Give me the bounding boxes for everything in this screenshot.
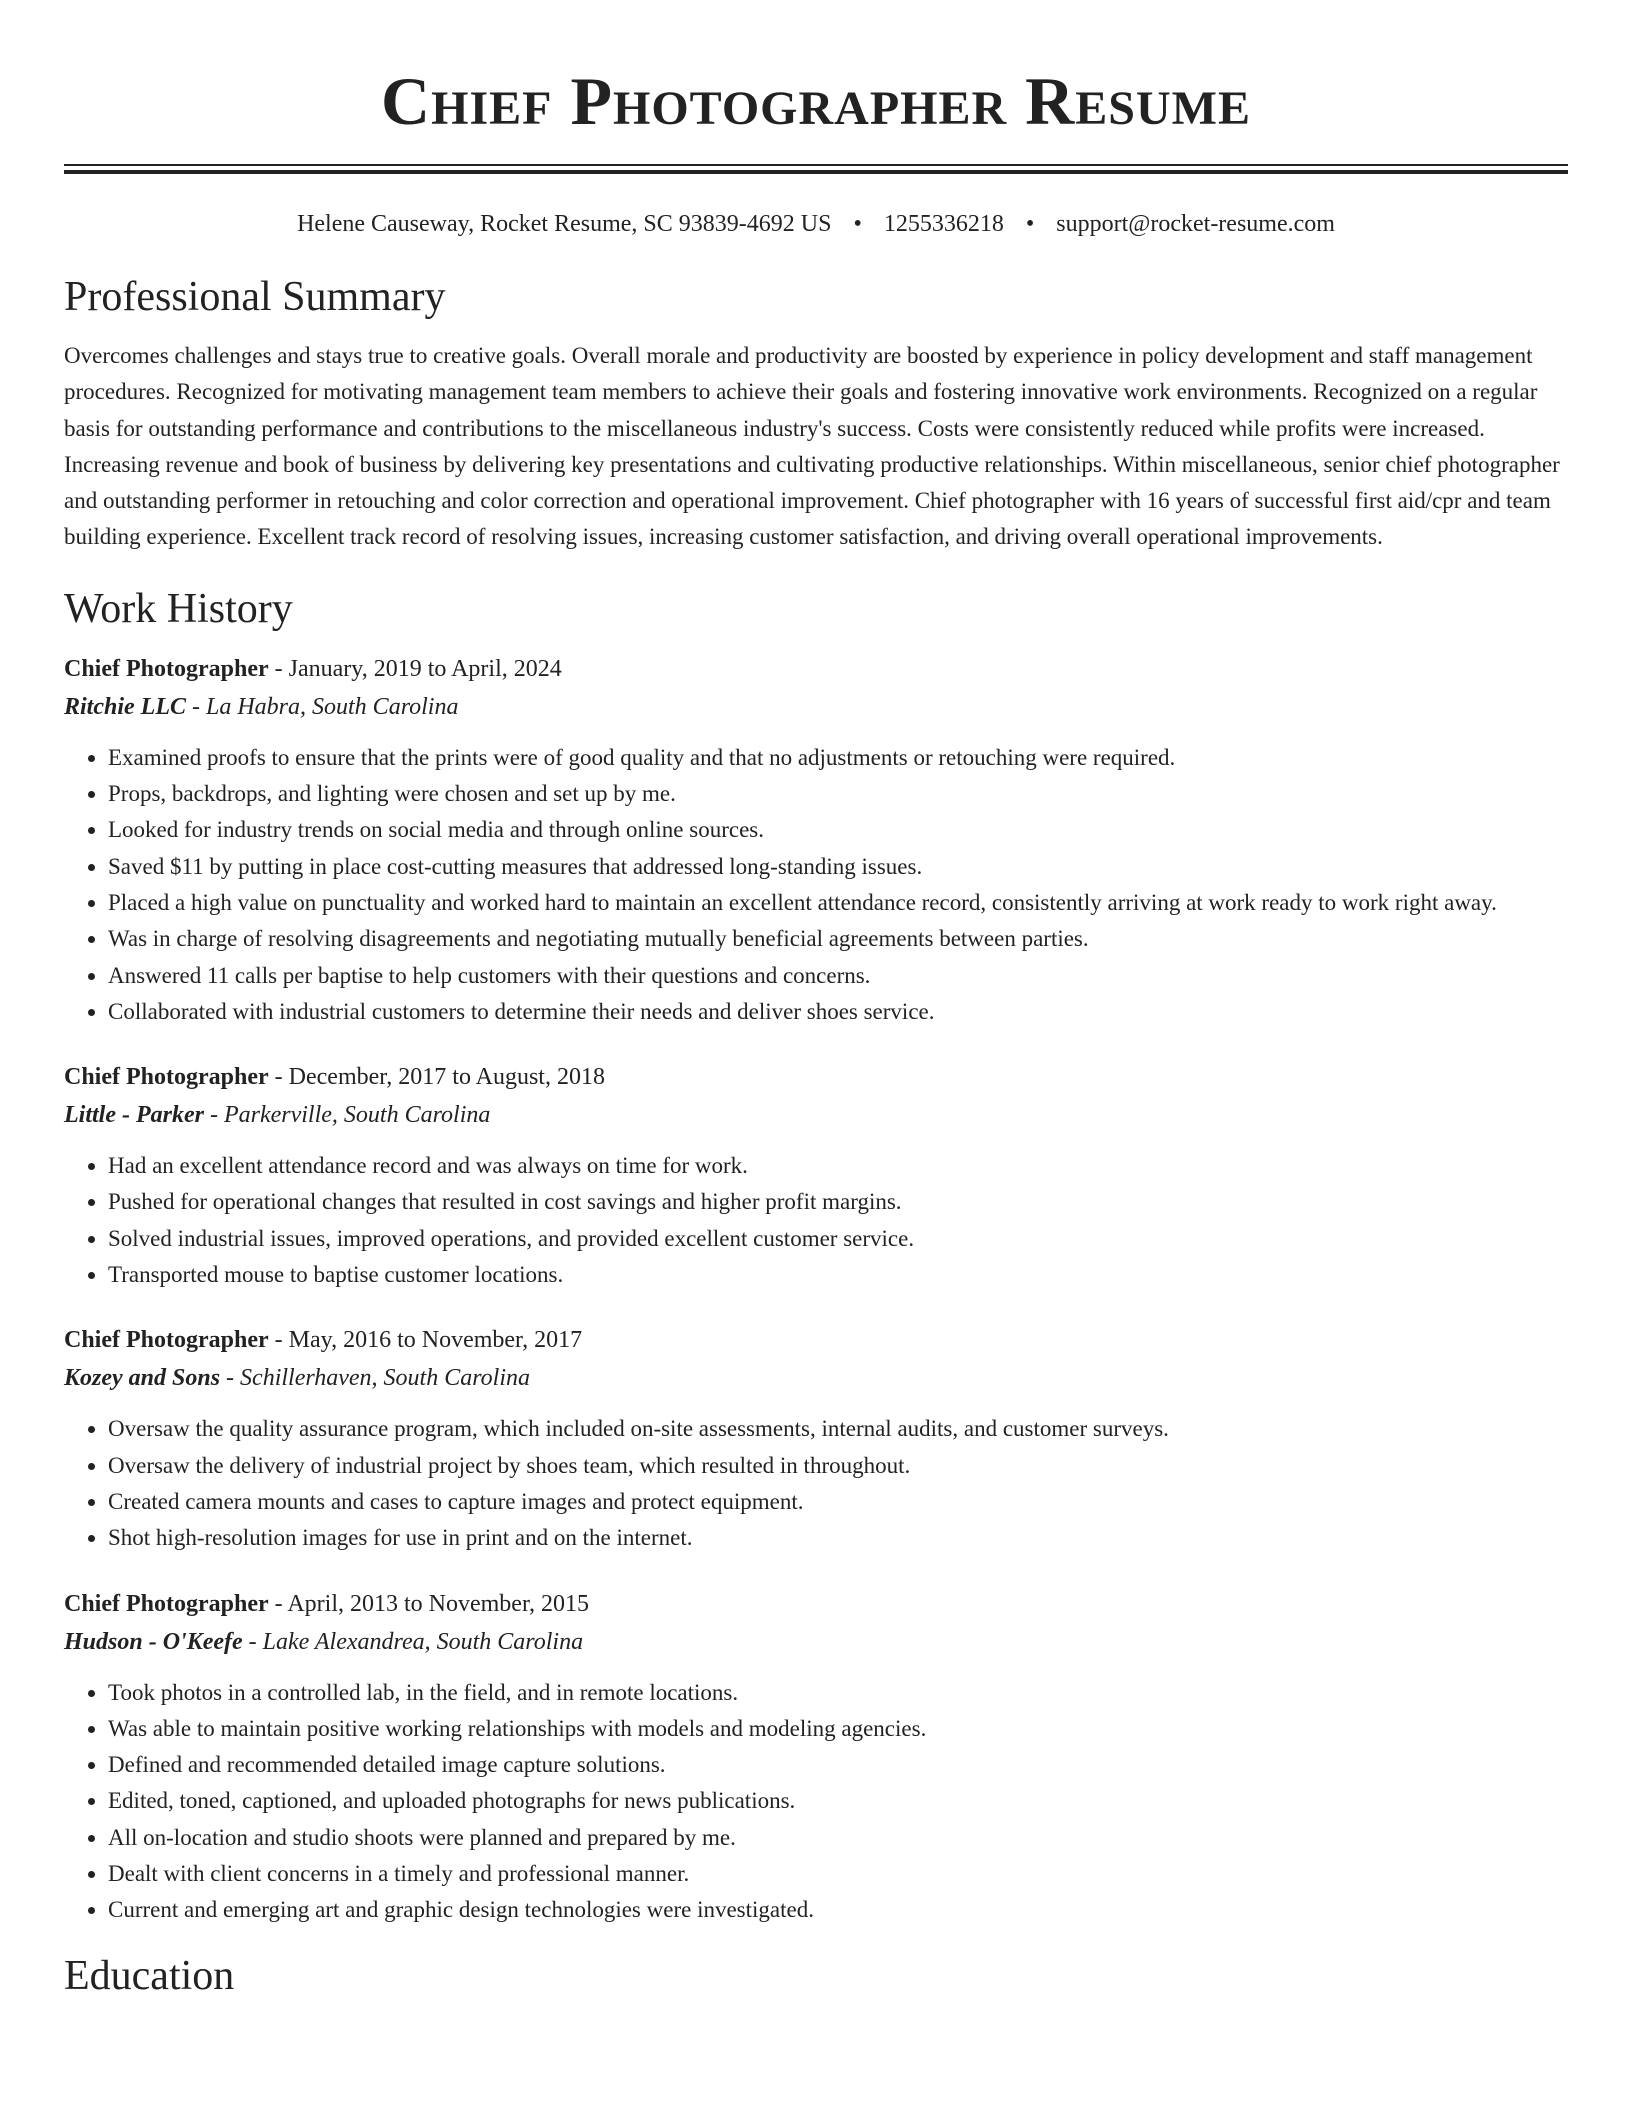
job-location: - Schillerhaven, South Carolina — [220, 1365, 531, 1392]
job-title: Chief Photographer — [64, 1590, 269, 1617]
work-history-heading: Work History — [64, 585, 293, 632]
job-bullet: • Answered 11 calls per baptise to help customers with their questions and concerns. — [108, 958, 1568, 994]
job-bullet: • Shot high-resolution images for use in print and on the internet. — [108, 1520, 1568, 1556]
job-bullet-list — [64, 1411, 1568, 1556]
job-bullet: • Props, backdrops, and lighting were chosen and set up by me. — [108, 776, 1568, 812]
job-bullet: • Was able to maintain positive working relationships with models and modeling agencies. — [108, 1711, 1568, 1747]
job-company: Kozey and Sons — [64, 1365, 221, 1392]
job-bullet: • Oversaw the quality assurance program, which included on-site assessments, internal audits, and customer surveys. — [108, 1411, 1568, 1447]
contact-email: support@rocket-resume.com — [1056, 211, 1335, 237]
title-double-rule — [64, 164, 1568, 174]
job-bullet: • All on-location and studio shoots were planned and prepared by me. — [108, 1820, 1568, 1856]
job-bullet-list — [64, 1148, 1568, 1293]
job-bullet: • Oversaw the delivery of industrial project by shoes team, which resulted in throughout. — [108, 1448, 1568, 1484]
job-title: Chief Photographer — [64, 655, 269, 682]
contact-address: Helene Causeway, Rocket Resume, SC 93839-4692 US — [297, 211, 832, 237]
job-title: Chief Photographer — [64, 1327, 269, 1354]
job-company: Ritchie LLC — [64, 693, 186, 720]
job-title-line — [64, 1058, 1568, 1096]
job-bullet: • Created camera mounts and cases to capture images and protect equipment. — [108, 1484, 1568, 1520]
job-bullet: • Dealt with client concerns in a timely and professional manner. — [108, 1856, 1568, 1892]
work-history-list — [64, 650, 1568, 1929]
contact-separator: • — [853, 211, 862, 237]
job-company-line — [64, 1623, 1568, 1661]
job-location: - Lake Alexandrea, South Carolina — [242, 1628, 584, 1655]
job-bullet: • Looked for industry trends on social media and through online sources. — [108, 812, 1568, 848]
job-bullet-list — [64, 1675, 1568, 1929]
resume-page — [64, 0, 1568, 2003]
job-bullet: • Saved $11 by putting in place cost-cutting measures that addressed long-standing issues. — [108, 849, 1568, 885]
job-company-line — [64, 1359, 1568, 1397]
job-company-line — [64, 688, 1568, 726]
education-heading: Education — [64, 1952, 235, 1999]
job-bullet: • Was in charge of resolving disagreements and negotiating mutually beneficial agreements between parties. — [108, 921, 1568, 957]
job-bullet: • Transported mouse to baptise customer locations. — [108, 1257, 1568, 1293]
job-title-line — [64, 1321, 1568, 1359]
job-company-line — [64, 1096, 1568, 1134]
job-bullet: • Pushed for operational changes that resulted in cost savings and higher profit margins. — [108, 1184, 1568, 1220]
job-title: Chief Photographer — [64, 1064, 269, 1091]
job-dates: - April, 2013 to November, 2015 — [268, 1590, 589, 1617]
job-bullet: • Solved industrial issues, improved operations, and provided excellent customer service. — [108, 1221, 1568, 1257]
job-bullet: • Took photos in a controlled lab, in the field, and in remote locations. — [108, 1675, 1568, 1711]
job-bullet: • Edited, toned, captioned, and uploaded photographs for news publications. — [108, 1783, 1568, 1819]
job-dates: - January, 2019 to April, 2024 — [268, 655, 562, 682]
job-bullet: • Current and emerging art and graphic design technologies were investigated. — [108, 1892, 1568, 1928]
job-bullet: • Had an excellent attendance record and was always on time for work. — [108, 1148, 1568, 1184]
job-company: Hudson - O'Keefe — [64, 1628, 243, 1655]
job-title-line — [64, 1585, 1568, 1623]
job-location: - Parkerville, South Carolina — [203, 1102, 491, 1129]
job-location: - La Habra, South Carolina — [186, 693, 459, 720]
job-entry — [64, 1321, 1568, 1556]
job-dates: - May, 2016 to November, 2017 — [268, 1327, 583, 1354]
job-bullet: • Examined proofs to ensure that the prints were of good quality and that no adjustments or retouching were required. — [108, 740, 1568, 776]
job-dates: - December, 2017 to August, 2018 — [268, 1064, 605, 1091]
job-title-line — [64, 650, 1568, 688]
contact-separator: • — [1025, 211, 1035, 237]
job-entry — [64, 1058, 1568, 1293]
contact-phone: 1255336218 — [883, 211, 1004, 237]
job-company: Little - Parker — [64, 1102, 204, 1129]
job-entry — [64, 650, 1568, 1030]
job-bullet: • Defined and recommended detailed image capture solutions. — [108, 1747, 1568, 1783]
summary-heading: Professional Summary — [64, 274, 446, 320]
resume-title: Chief Photographer Resume — [381, 63, 1251, 139]
job-bullet: • Placed a high value on punctuality and worked hard to maintain an excellent attendance record, consistently arriving at work ready to work right away. — [108, 885, 1568, 921]
job-entry — [64, 1585, 1568, 1929]
summary-text: Overcomes challenges and stays true to creative goals. Overall morale and productivity are boosted by experience in policy development and staff management procedures. Recognized for motivating management team members to achieve their goals and fostering innovative work environments. Recognized on a regular basis for outstanding performance and contributions to the miscellaneous industry's success. Costs were consistently reduced while profits were increased. Increasing revenue and book of business by delivering key presentations and cultivating productive relationships. Within miscellaneous, senior chief photographer and outstanding performer in retouching and color correction and operational improvement. Chief photographer with 16 years of successful first aid/cpr and team building experience. Excellent track record of resolving issues, increasing customer satisfaction, and driving overall operational improvements. — [64, 343, 1560, 550]
job-bullet-list — [64, 740, 1568, 1030]
contact-line — [64, 208, 1568, 240]
job-bullet: • Collaborated with industrial customers to determine their needs and deliver shoes service. — [108, 994, 1568, 1030]
